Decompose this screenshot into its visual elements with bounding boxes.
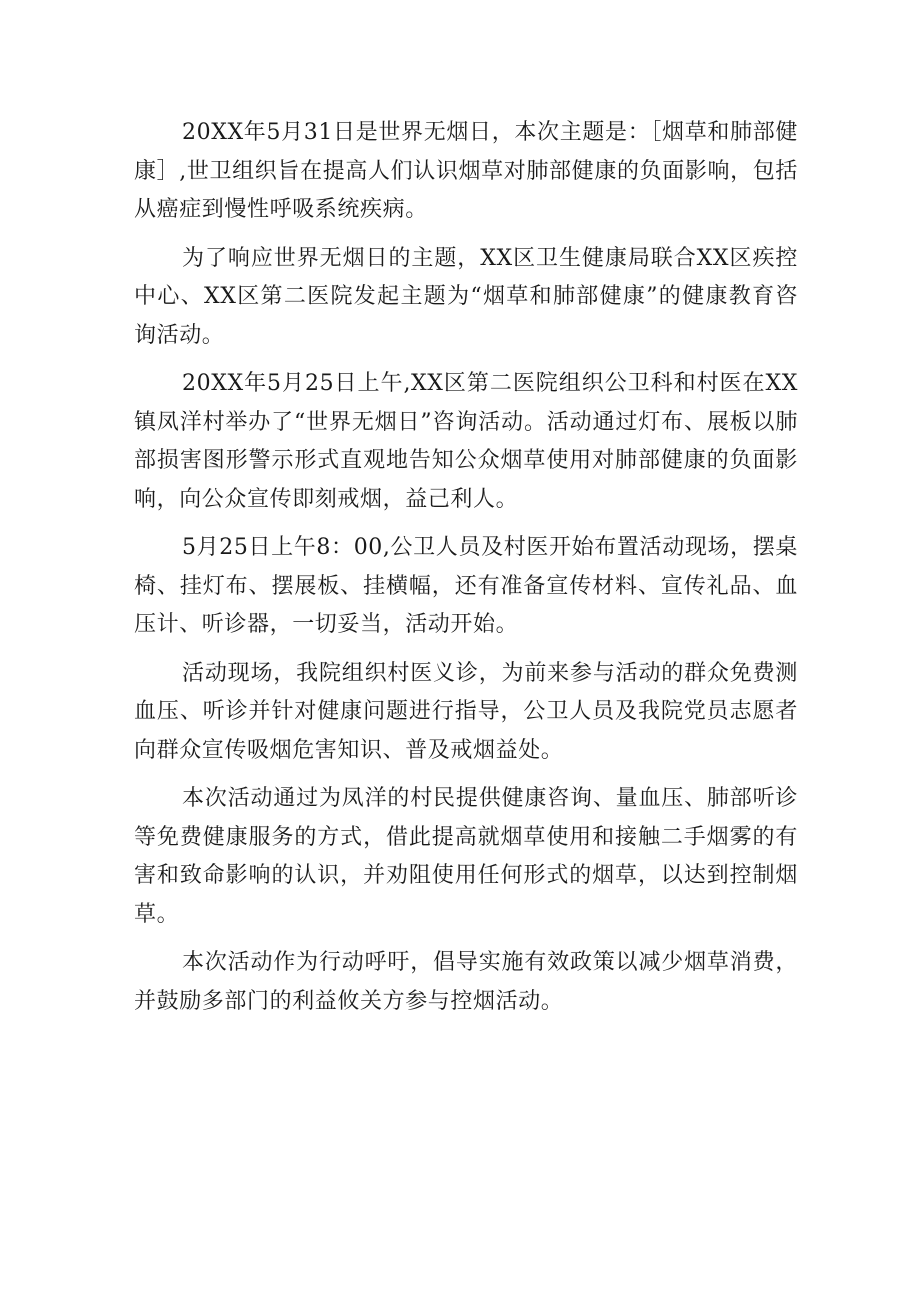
- paragraph-theme-intro: 20XX年5月31日是世界无烟日，本次主题是：［烟草和肺部健康］,世卫组织旨在提高人们认识烟草对肺部健康的负面影响，包括从癌症到慢性呼吸系统疾病。: [134, 120, 798, 222]
- paragraph-call-to-action: 本次活动作为行动呼吁，倡导实施有效政策以减少烟草消费，并鼓励多部门的利益攸关方参与控烟活动。: [134, 950, 798, 1014]
- paragraph-setup: 5月25日上午8：00,公卫人员及村医开始布置活动现场，摆桌椅、挂灯布、摆展板、挂横幅，还有准备宣传材料、宣传礼品、血压计、听诊器，一切妥当，活动开始。: [134, 535, 798, 637]
- paragraph-purpose: 本次活动通过为凤洋的村民提供健康咨询、量血压、肺部听诊等免费健康服务的方式，借此提高就烟草使用和接触二手烟雾的有害和致命影响的认识，并劝阻使用任何形式的烟草，以达到控制烟草。: [134, 786, 798, 927]
- paragraph-organizers: 为了响应世界无烟日的主题，XX区卫生健康局联合XX区疾控中心、XX区第二医院发起主题为“烟草和肺部健康”的健康教育咨询活动。: [134, 245, 798, 348]
- document-body: [134, 114, 798, 1031]
- paragraph-event-overview: 20XX年5月25日上午,XX区第二医院组织公卫科和村医在XX镇凤洋村举办了“世界无烟日”咨询活动。活动通过灯布、展板以肺部损害图形警示形式直观地告知公众烟草使用对肺部健康的负面影响，向公众宣传即刻戒烟，益己利人。: [134, 371, 798, 512]
- paragraph-on-site: 活动现场，我院组织村医义诊，为前来参与活动的群众免费测血压、听诊并针对健康问题进行指导，公卫人员及我院党员志愿者向群众宣传吸烟危害知识、普及戒烟益处。: [134, 660, 798, 763]
